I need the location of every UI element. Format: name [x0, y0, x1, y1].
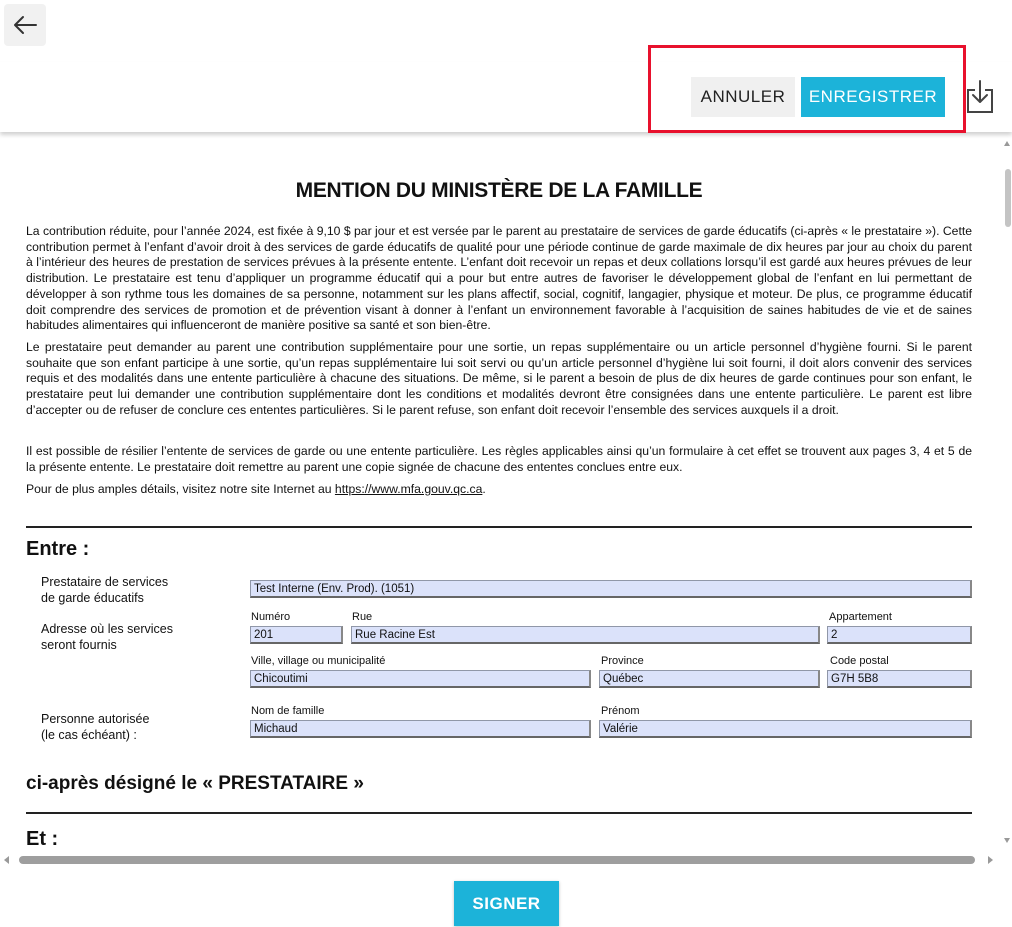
provider-label-line-2: de garde éducatifs: [41, 590, 144, 605]
vertical-scroll-thumb[interactable]: [1005, 169, 1011, 227]
ville-label: Ville, village ou municipalité: [251, 655, 386, 667]
bottom-bar: [0, 868, 1012, 927]
save-button[interactable]: ENREGISTRER: [801, 77, 945, 117]
rue-label: Rue: [352, 611, 373, 623]
ville-field[interactable]: Chicoutimi: [250, 670, 591, 688]
person-label-line-1: Personne autorisée: [41, 712, 150, 726]
province-label: Province: [601, 655, 644, 667]
nom-label: Nom de famille: [251, 705, 325, 717]
code-postal-field[interactable]: G7H 5B8: [827, 670, 972, 688]
provider-label: [41, 575, 168, 606]
province-field[interactable]: Québec: [599, 670, 820, 688]
person-label: [41, 712, 149, 743]
paragraph-supplementary: Le prestataire peut demander au parent une contribution supplémentaire pour une sortie, un repas supplémentaire ou un article personnel d’hygiène fourni. Si le parent souhaite que son enfant participe à une sortie, qu’un repas supplémentaire lui soit servi ou qu’un article personnel d’hygiène lui soit fourni, il doit alors convenir des services requis et des modalités dans une entente particulière à chacune des situations. De même, si le parent a besoin de plus de dix heures de garde continues pour son enfant, le prestataire peut lui demander une contribution supplémentaire dont les conditions et modalités devront être consignées dans une entente particulière. Le parent est libre d’accepter ou de refuser de conclure ces ententes particulières. Si le parent refuse, son enfant doit recevoir l’ensemble des services auxquels il a droit.: [26, 340, 972, 417]
document-viewer[interactable]: [0, 133, 1012, 868]
rue-field[interactable]: Rue Racine Est: [351, 626, 820, 644]
code-postal-label: Code postal: [830, 655, 889, 667]
appartement-label: Appartement: [829, 611, 892, 623]
prenom-field[interactable]: Valérie: [599, 720, 972, 738]
address-label: [41, 622, 173, 653]
paragraph-website: [26, 482, 972, 498]
numero-field[interactable]: 201: [250, 626, 343, 644]
divider: [26, 812, 972, 814]
numero-label: Numéro: [251, 611, 291, 623]
document-title: MENTION DU MINISTÈRE DE LA FAMILLE: [295, 179, 703, 202]
cancel-button[interactable]: ANNULER: [691, 77, 795, 117]
vertical-scrollbar[interactable]: [1002, 141, 1012, 857]
website-suffix: .: [482, 482, 486, 496]
nom-field[interactable]: Michaud: [250, 720, 591, 738]
website-link[interactable]: https://www.mfa.gouv.qc.ca: [334, 482, 483, 496]
website-prefix: Pour de plus amples détails, visitez notre site Internet au: [26, 482, 335, 496]
download-icon[interactable]: [963, 79, 997, 115]
section-et-heading: Et :: [26, 828, 59, 850]
scroll-right-icon[interactable]: [988, 856, 993, 864]
scroll-down-icon[interactable]: [1004, 838, 1010, 843]
action-toolbar: [0, 62, 1012, 132]
back-button[interactable]: [4, 4, 46, 46]
divider: [26, 526, 972, 528]
provider-field[interactable]: Test Interne (Env. Prod). (1051): [250, 580, 972, 598]
prestataire-heading: ci-après désigné le « PRESTATAIRE »: [26, 773, 364, 794]
paragraph-contribution: La contribution réduite, pour l’année 2024, est fixée à 9,10 $ par jour et est versée par le parent au prestataire de services de garde éducatifs (ci-après « le prestataire »). Cette contribution permet à l’enfant d’avoir droit à des services de garde éducatifs de qualité pour une période continue de garde maximale de dix heures par jour au choix du parent à l’intérieur des heures de prestation de services prévues à la présente entente. L’enfant doit recevoir un repas et deux collations lorsqu’il est gardé aux heures prévues de leur distribution. Le prestataire est tenu d’appliquer un programme éducatif qui a pour but entre autres de favoriser le développement global de l’enfant en lui permettant de développer à son rythme tous les domaines de sa personne, notamment sur les plans affectif, social, cognitif, langagier, physique et moteur. De plus, ce programme éducatif doit comprendre des services de promotion et de prévention visant à donner à l’enfant un environnement favorable à l’acquisition de saines habitudes de vie et de saines habitudes alimentaires qui influenceront de manière positive sa santé et son bien-être.: [26, 224, 972, 333]
provider-label-line-1: Prestataire de services: [41, 575, 169, 589]
prenom-label: Prénom: [601, 705, 640, 717]
sign-button[interactable]: SIGNER: [454, 881, 559, 926]
section-entre-heading: Entre :: [26, 538, 90, 560]
address-label-line-2: seront fournis: [41, 637, 117, 652]
person-label-line-2: (le cas échéant) :: [41, 727, 137, 742]
appartement-field[interactable]: 2: [827, 626, 972, 644]
paragraph-resiliation: Il est possible de résilier l’entente de services de garde ou une entente particulière. Les règles applicables ainsi qu’un formulaire à cet effet se trouvent aux pages 3, 4 et 5 de la présente entente. Le prestataire doit remettre au parent une copie signée de chacune des ententes conclues entre eux.: [26, 444, 972, 474]
arrow-left-icon: [12, 14, 38, 36]
top-bar: [0, 0, 1012, 63]
scroll-left-icon[interactable]: [4, 856, 9, 864]
address-label-line-1: Adresse où les services: [41, 622, 174, 636]
horizontal-scrollbar[interactable]: [19, 856, 975, 864]
scroll-up-icon[interactable]: [1004, 141, 1010, 146]
